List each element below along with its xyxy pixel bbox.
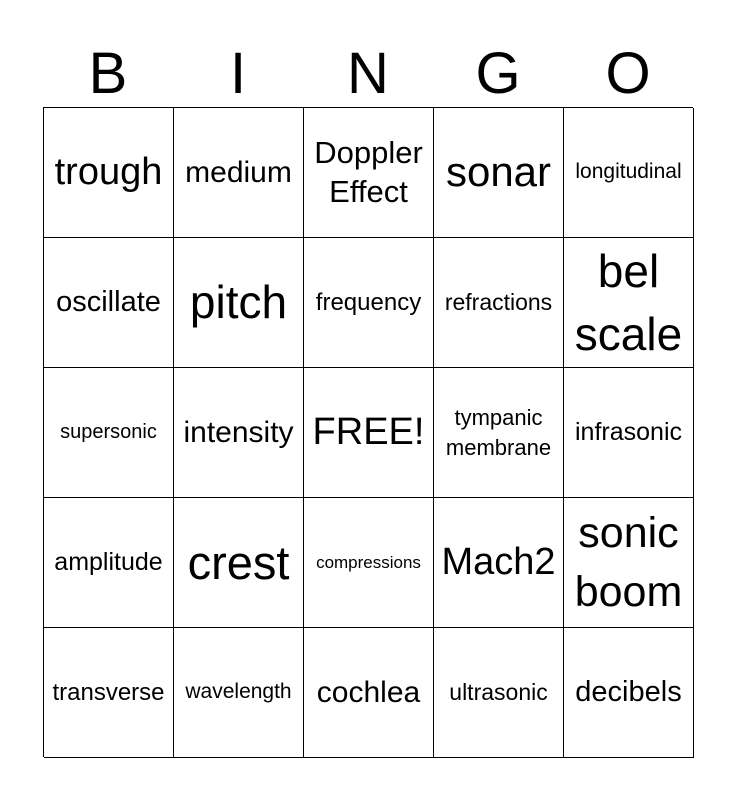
header-letter-g: G xyxy=(475,41,521,106)
bingo-cell[interactable]: intensity xyxy=(174,368,304,498)
bingo-cell[interactable]: ultrasonic xyxy=(434,628,564,758)
header-letter-i: I xyxy=(229,41,247,106)
bingo-cell[interactable]: Doppler Effect xyxy=(304,108,434,238)
bingo-cell[interactable]: sonar xyxy=(434,108,564,238)
bingo-board xyxy=(43,107,693,757)
bingo-cell[interactable]: supersonic xyxy=(44,368,174,498)
bingo-cell[interactable]: cochlea xyxy=(304,628,434,758)
bingo-cell[interactable]: FREE! xyxy=(304,368,434,498)
bingo-cell[interactable]: decibels xyxy=(564,628,694,758)
bingo-cell[interactable]: longitudinal xyxy=(564,108,694,238)
bingo-cell[interactable]: medium xyxy=(174,108,304,238)
bingo-cell[interactable]: crest xyxy=(174,498,304,628)
bingo-cell[interactable]: refractions xyxy=(434,238,564,368)
bingo-header xyxy=(43,40,693,108)
header-letter-o: O xyxy=(605,41,651,106)
bingo-cell[interactable]: oscillate xyxy=(44,238,174,368)
header-letter-b: B xyxy=(88,41,128,106)
bingo-cell[interactable]: frequency xyxy=(304,238,434,368)
bingo-cell[interactable]: pitch xyxy=(174,238,304,368)
bingo-cell[interactable]: compressions xyxy=(304,498,434,628)
header-letter-n: N xyxy=(347,41,389,106)
bingo-cell[interactable]: wavelength xyxy=(174,628,304,758)
bingo-cell[interactable]: infrasonic xyxy=(564,368,694,498)
bingo-cell[interactable]: transverse xyxy=(44,628,174,758)
bingo-cell[interactable]: trough xyxy=(44,108,174,238)
bingo-cell[interactable]: bel scale xyxy=(564,238,694,368)
bingo-cell[interactable]: sonic boom xyxy=(564,498,694,628)
bingo-cell[interactable]: tympanic membrane xyxy=(434,368,564,498)
bingo-cell[interactable]: Mach2 xyxy=(434,498,564,628)
bingo-cell[interactable]: amplitude xyxy=(44,498,174,628)
